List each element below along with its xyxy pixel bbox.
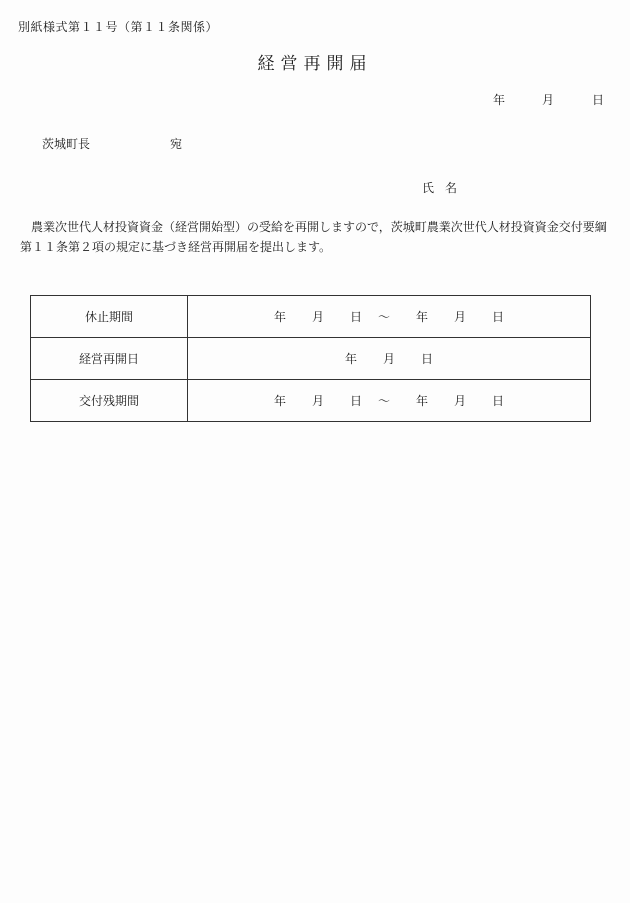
period-table xyxy=(30,295,591,422)
remaining-period-label: 交付残期間 xyxy=(31,380,188,422)
end-year-label: 年 xyxy=(416,394,429,408)
form-number-label: 別紙様式第１１号（第１１条関係） xyxy=(18,20,219,34)
table-row xyxy=(31,296,591,338)
resume-day-label: 日 xyxy=(421,352,434,366)
suspension-period-value xyxy=(188,296,591,338)
range-tilde: ～ xyxy=(377,310,390,324)
suspension-period-label: 休止期間 xyxy=(31,296,188,338)
resumption-date-label: 経営再開日 xyxy=(31,338,188,380)
addressee-name: 茨城町長 xyxy=(42,137,91,151)
resume-month-label: 月 xyxy=(382,352,395,366)
end-year-label: 年 xyxy=(416,310,429,324)
end-month-label: 月 xyxy=(454,310,467,324)
start-month-label: 月 xyxy=(311,310,324,324)
start-day-label: 日 xyxy=(349,394,362,408)
table-row xyxy=(31,338,591,380)
end-day-label: 日 xyxy=(492,310,505,324)
table-row xyxy=(31,380,591,422)
end-month-label: 月 xyxy=(454,394,467,408)
date-year-label: 年 xyxy=(493,93,506,107)
declaration-text: 農業次世代人材投資資金（経営開始型）の受給を再開しますので，茨城町農業次世代人材投資資金交付要綱第１１条第２項の規定に基づき経営再開届を提出します。 xyxy=(20,220,607,254)
date-day-label: 日 xyxy=(592,93,605,107)
end-day-label: 日 xyxy=(492,394,505,408)
start-day-label: 日 xyxy=(349,310,362,324)
range-tilde: ～ xyxy=(377,394,390,408)
resume-year-label: 年 xyxy=(344,352,357,366)
start-year-label: 年 xyxy=(273,394,286,408)
start-month-label: 月 xyxy=(311,394,324,408)
addressee-suffix: 宛 xyxy=(170,137,183,151)
remaining-period-value xyxy=(188,380,591,422)
applicant-name-label: 氏名 xyxy=(422,181,469,195)
resumption-date-value xyxy=(188,338,591,380)
start-year-label: 年 xyxy=(273,310,286,324)
date-month-label: 月 xyxy=(542,93,555,107)
page-title: 経営再開届 xyxy=(257,54,373,74)
